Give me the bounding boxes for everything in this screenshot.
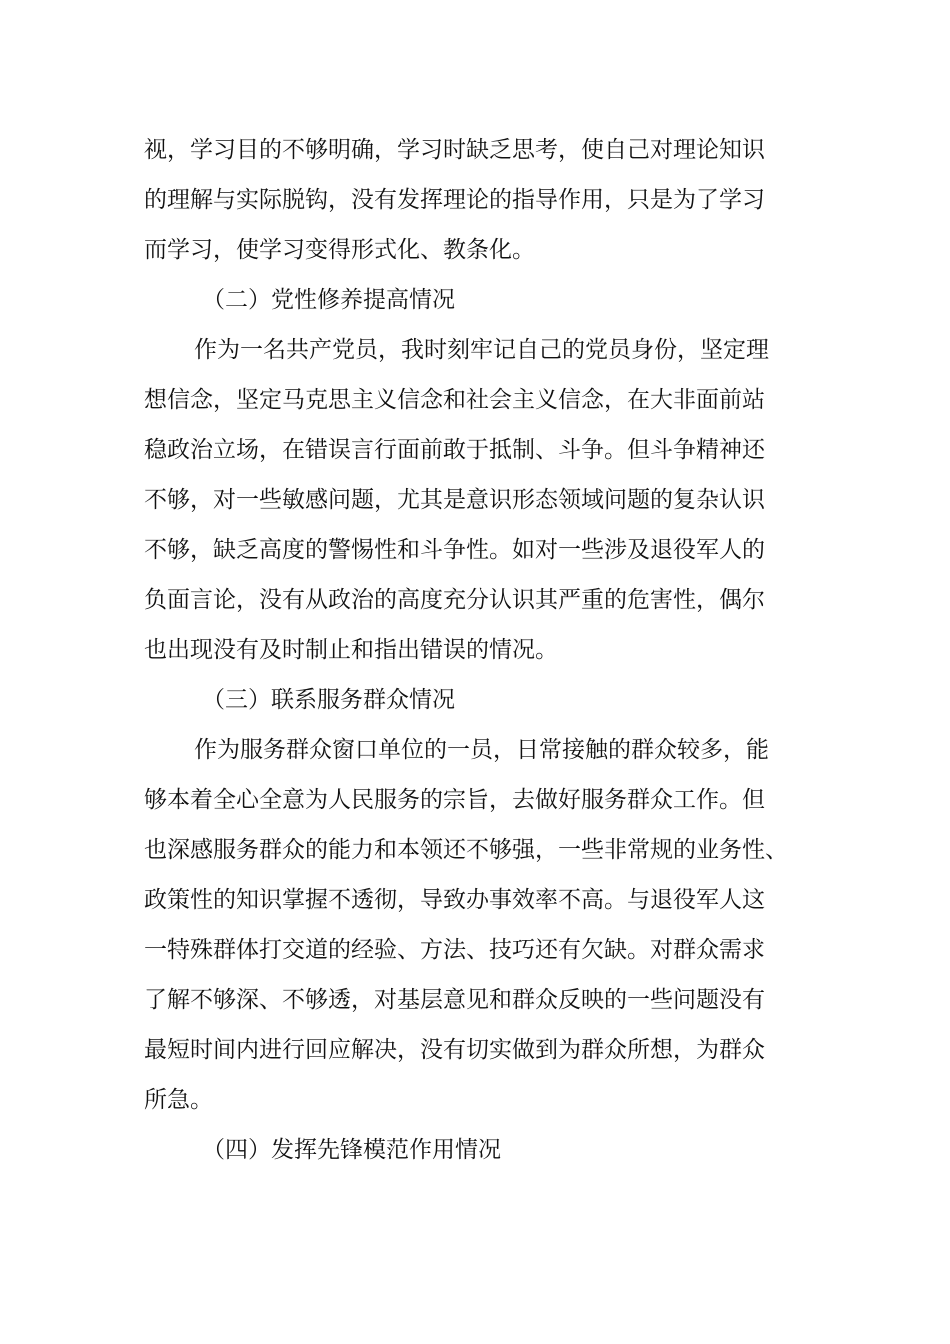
paragraph-line: 而学习，使学习变得形式化、教条化。 bbox=[144, 237, 535, 263]
section-heading-2: （二）党性修养提高情况 bbox=[202, 287, 455, 313]
paragraph-line: 也深感服务群众的能力和本领还不够强，一些非常规的业务性、 bbox=[144, 837, 788, 863]
paragraph-line: 视，学习目的不够明确，学习时缺乏思考，使自己对理论知识 bbox=[144, 137, 765, 163]
document-body bbox=[144, 125, 808, 1175]
paragraph-line: 负面言论，没有从政治的高度充分认识其严重的危害性，偶尔 bbox=[144, 587, 765, 613]
paragraph-line: 最短时间内进行回应解决，没有切实做到为群众所想，为群众 bbox=[144, 1037, 765, 1063]
paragraph-line: 也出现没有及时制止和指出错误的情况。 bbox=[144, 637, 558, 663]
paragraph-line: 作为服务群众窗口单位的一员，日常接触的群众较多，能 bbox=[194, 737, 769, 763]
section-heading-4: （四）发挥先锋模范作用情况 bbox=[202, 1137, 501, 1163]
paragraph-line: 不够，对一些敏感问题，尤其是意识形态领域问题的复杂认识 bbox=[144, 487, 765, 513]
paragraph-line: 所急。 bbox=[144, 1087, 213, 1113]
paragraph-line: 不够，缺乏高度的警惕性和斗争性。如对一些涉及退役军人的 bbox=[144, 537, 765, 563]
paragraph-line: 一特殊群体打交道的经验、方法、技巧还有欠缺。对群众需求 bbox=[144, 937, 765, 963]
section-heading-3: （三）联系服务群众情况 bbox=[202, 687, 455, 713]
paragraph-line: 政策性的知识掌握不透彻，导致办事效率不高。与退役军人这 bbox=[144, 887, 765, 913]
paragraph-line: 作为一名共产党员，我时刻牢记自己的党员身份，坚定理 bbox=[194, 337, 769, 363]
paragraph-line: 了解不够深、不够透，对基层意见和群众反映的一些问题没有 bbox=[144, 987, 765, 1013]
paragraph-line: 够本着全心全意为人民服务的宗旨，去做好服务群众工作。但 bbox=[144, 787, 765, 813]
paragraph-line: 稳政治立场，在错误言行面前敢于抵制、斗争。但斗争精神还 bbox=[144, 437, 765, 463]
paragraph-line: 想信念，坚定马克思主义信念和社会主义信念，在大非面前站 bbox=[144, 387, 765, 413]
paragraph-line: 的理解与实际脱钩，没有发挥理论的指导作用，只是为了学习 bbox=[144, 187, 765, 213]
